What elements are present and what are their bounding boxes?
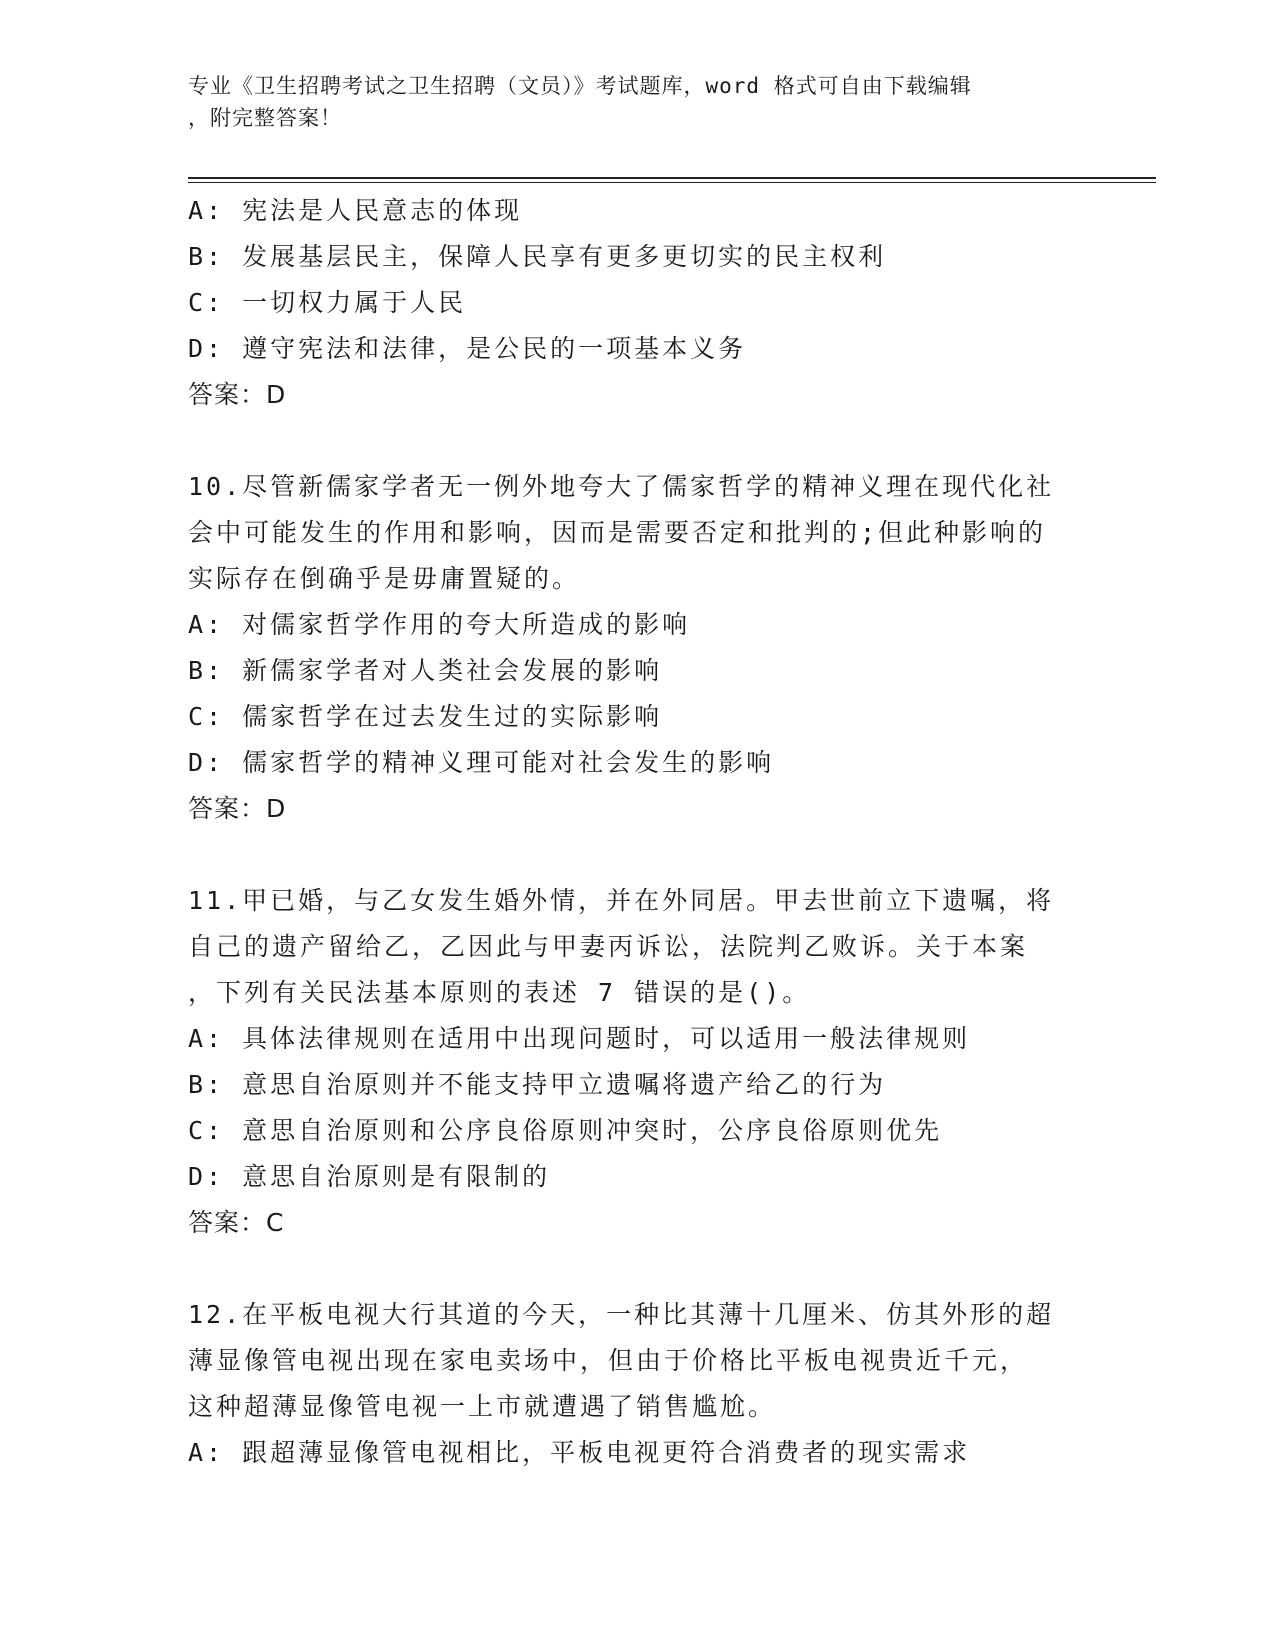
q11-stem-line-3: ，下列有关民法基本原则的表述 7 错误的是()。	[188, 978, 811, 1007]
q10-stem-line-1: 10.尽管新儒家学者无一例外地夸大了儒家哲学的精神义理在现代化社	[188, 472, 1055, 501]
q12-stem-line-1: 12.在平板电视大行其道的今天，一种比其薄十几厘米、仿其外形的超	[188, 1300, 1055, 1329]
document-header	[188, 70, 1088, 134]
q10-option-c: C: 儒家哲学在过去发生过的实际影响	[188, 702, 663, 731]
header-line-1: 专业《卫生招聘考试之卫生招聘（文员）》考试题库，word 格式可自由下载编辑	[188, 74, 972, 98]
spacer	[188, 832, 1088, 878]
q12-option-a: A: 跟超薄显像管电视相比，平板电视更符合消费者的现实需求	[188, 1438, 971, 1467]
q10-option-b: B: 新儒家学者对人类社会发展的影响	[188, 656, 663, 685]
q12-stem-line-2: 薄显像管电视出现在家电卖场中，但由于价格比平板电视贵近千元，	[188, 1346, 1029, 1375]
question-content	[188, 188, 1088, 1476]
header-divider-thick	[188, 177, 1156, 179]
header-line-2: ，附完整答案！	[188, 106, 342, 130]
q9-option-c: C: 一切权力属于人民	[188, 288, 467, 317]
spacer	[188, 1246, 1088, 1292]
q10-stem-line-2: 会中可能发生的作用和影响，因而是需要否定和批判的;但此种影响的	[188, 518, 1047, 547]
q10-answer: 答案：D	[188, 794, 287, 823]
q10-stem-line-3: 实际存在倒确乎是毋庸置疑的。	[188, 564, 581, 593]
q10-option-d: D: 儒家哲学的精神义理可能对社会发生的影响	[188, 748, 775, 777]
header-divider-thin	[188, 182, 1156, 183]
q11-option-c: C: 意思自治原则和公序良俗原则冲突时，公序良俗原则优先	[188, 1116, 943, 1145]
q11-option-a: A: 具体法律规则在适用中出现问题时，可以适用一般法律规则	[188, 1024, 971, 1053]
q11-option-b: B: 意思自治原则并不能支持甲立遗嘱将遗产给乙的行为	[188, 1070, 887, 1099]
spacer	[188, 418, 1088, 464]
q11-stem-line-2: 自己的遗产留给乙，乙因此与甲妻丙诉讼，法院判乙败诉。关于本案	[188, 932, 1029, 961]
q10-option-a: A: 对儒家哲学作用的夸大所造成的影响	[188, 610, 691, 639]
q9-option-b: B: 发展基层民主，保障人民享有更多更切实的民主权利	[188, 242, 887, 271]
q11-option-d: D: 意思自治原则是有限制的	[188, 1162, 551, 1191]
q9-answer: 答案：D	[188, 380, 287, 409]
q9-option-a: A: 宪法是人民意志的体现	[188, 196, 523, 225]
q12-stem-line-3: 这种超薄显像管电视一上市就遭遇了销售尴尬。	[188, 1392, 777, 1421]
q11-answer: 答案：C	[188, 1208, 285, 1237]
q11-stem-line-1: 11.甲已婚，与乙女发生婚外情，并在外同居。甲去世前立下遗嘱，将	[188, 886, 1055, 915]
q9-option-d: D: 遵守宪法和法律，是公民的一项基本义务	[188, 334, 747, 363]
